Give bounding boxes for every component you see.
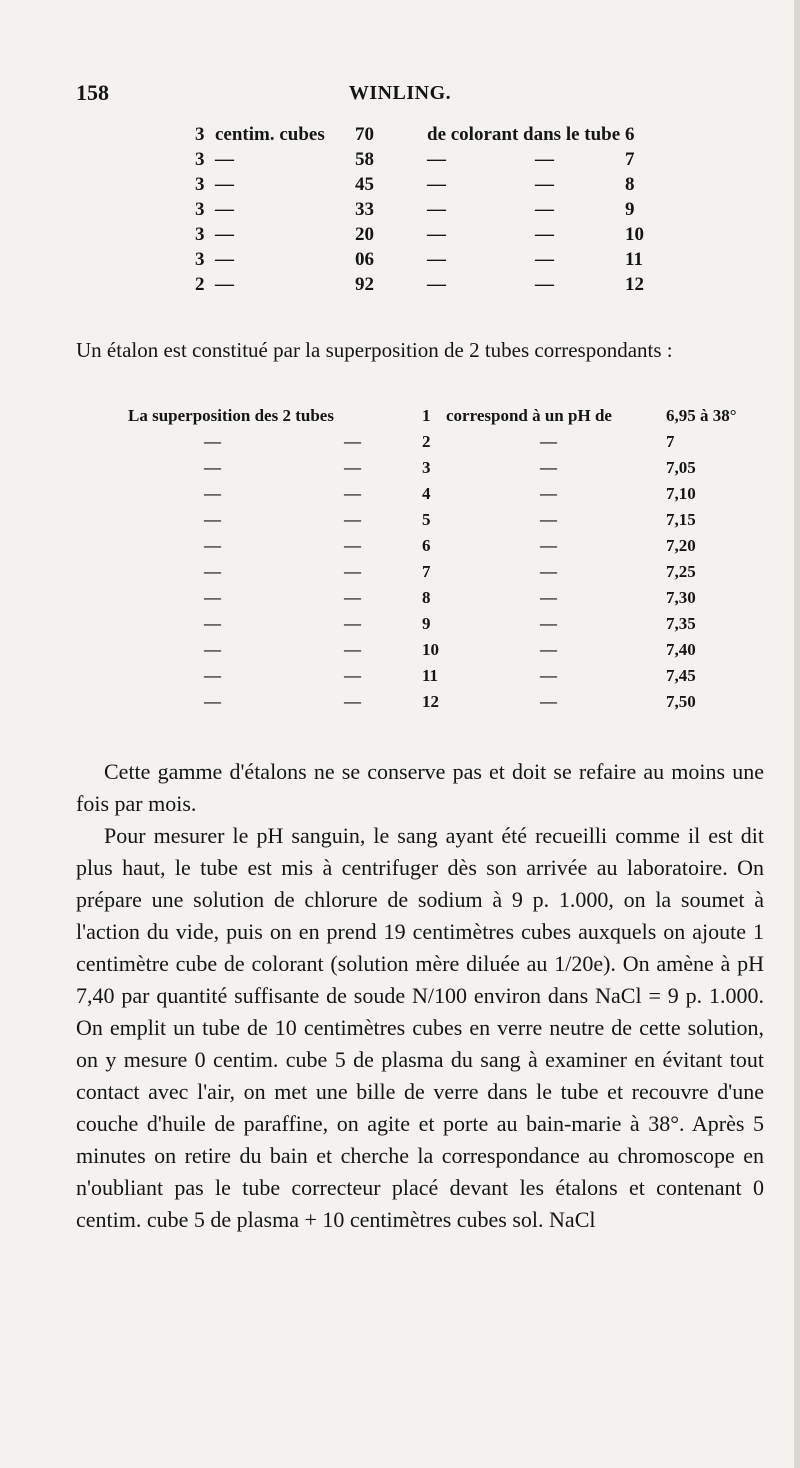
ditto-dash: — [344,614,361,633]
colorant-row [195,124,665,149]
ditto-dash: — [215,174,234,195]
colorant-row [195,249,665,274]
colorant-cc: 3 [195,249,205,270]
ph-value: 7,35 [666,614,696,633]
colorant-tube-number: 11 [625,249,643,270]
ditto-dash: — [540,614,557,633]
ph-tube-number: 11 [422,666,439,685]
ditto-dash: — [344,510,361,529]
ph-tube-number: 10 [422,640,439,659]
ph-row [76,536,764,562]
colorant-tube-number: 8 [625,174,635,195]
ditto-dash: — [344,692,361,711]
ph-row [76,562,764,588]
ph-header-text: correspond à un pH de [446,406,612,425]
paragraph-gamme: Cette gamme d'étalons ne se conserve pas et doit se refaire au moins une fois par mois. [76,759,764,816]
ditto-dash: — [427,274,446,295]
ditto-dash: — [215,249,234,270]
ditto-dash: — [540,432,557,451]
ditto-dash: — [344,588,361,607]
ditto-dash: — [427,249,446,270]
colorant-cc: 3 [195,149,205,170]
ditto-dash: — [204,484,221,503]
ditto-dash: — [540,692,557,711]
ph-value: 7,45 [666,666,696,685]
colorant-row [195,274,665,299]
ditto-dash: — [204,536,221,555]
ditto-dash: — [427,174,446,195]
colorant-value: 58 [355,149,374,170]
ph-value: 7,10 [666,484,696,503]
ph-tube-number: 2 [422,432,431,451]
colorant-tube-number: 7 [625,149,635,170]
colorant-tube-number: 10 [625,224,644,245]
ph-value: 7,30 [666,588,696,607]
ditto-dash: — [215,199,234,220]
ditto-dash: — [427,149,446,170]
ph-value: 7,20 [666,536,696,555]
ph-row [76,640,764,666]
ditto-dash: — [427,199,446,220]
ph-tube-number: 12 [422,692,439,711]
colorant-tube-number: 6 [625,124,635,145]
ph-value: 7,40 [666,640,696,659]
colorant-row [195,199,665,224]
ph-value: 7,25 [666,562,696,581]
ditto-dash: — [427,224,446,245]
ph-header-tube: 1 [422,406,431,425]
ditto-dash: — [540,484,557,503]
ditto-dash: — [215,224,234,245]
ditto-dash: — [540,458,557,477]
colorant-cc: 3 [195,174,205,195]
ditto-dash: — [535,174,554,195]
ditto-dash: — [204,640,221,659]
ditto-dash: — [215,149,234,170]
ph-table-header-row [76,406,764,432]
colorant-row [195,224,665,249]
colorant-cc: 3 [195,199,205,220]
ditto-dash: — [540,562,557,581]
ditto-dash: — [215,274,234,295]
page-header [0,80,800,116]
ditto-dash: — [535,274,554,295]
ditto-dash: — [204,510,221,529]
colorant-row [195,149,665,174]
ph-tube-number: 7 [422,562,431,581]
ditto-dash: — [540,666,557,685]
ph-row [76,484,764,510]
colorant-tube-number: 9 [625,199,635,220]
ditto-dash: — [344,484,361,503]
ph-tube-number: 9 [422,614,431,633]
ditto-dash: — [204,562,221,581]
ph-tube-number: 4 [422,484,431,503]
colorant-value: 45 [355,174,374,195]
ditto-dash: — [344,458,361,477]
ph-row [76,692,764,718]
ditto-dash: — [344,666,361,685]
colorant-value: 33 [355,199,374,220]
ditto-dash: — [344,432,361,451]
ditto-dash: — [535,149,554,170]
ph-tube-number: 8 [422,588,431,607]
ph-row [76,432,764,458]
colorant-tail: de colorant dans le tube [427,124,621,145]
ph-header-value: 6,95 à 38° [666,406,737,425]
ph-value: 7,50 [666,692,696,711]
ph-value: 7,05 [666,458,696,477]
ditto-dash: — [344,536,361,555]
running-head: WINLING. [348,82,452,104]
ph-tube-number: 5 [422,510,431,529]
ditto-dash: — [535,249,554,270]
ditto-dash: — [204,458,221,477]
ditto-dash: — [535,199,554,220]
ditto-dash: — [204,614,221,633]
colorant-tube-number: 12 [625,274,644,295]
ph-value: 7,15 [666,510,696,529]
ph-tube-number: 6 [422,536,431,555]
colorant-unit: centim. cubes [215,124,325,145]
colorant-value: 06 [355,249,374,270]
ditto-dash: — [204,692,221,711]
ditto-dash: — [204,588,221,607]
ditto-dash: — [204,666,221,685]
ph-tube-number: 3 [422,458,431,477]
page-edge [794,0,800,1468]
ditto-dash: — [344,640,361,659]
page-number: 158 [76,80,109,105]
ph-header-start: La superposition des 2 tubes [128,406,334,425]
colorant-table [195,124,665,299]
ph-row [76,458,764,484]
ditto-dash: — [540,510,557,529]
paragraph-etalon: Un étalon est constitué par la superposition de 2 tubes correspondants : [76,338,673,362]
colorant-value: 70 [355,124,374,145]
colorant-cc: 3 [195,224,205,245]
colorant-cc: 3 [195,124,205,145]
colorant-row [195,174,665,199]
colorant-value: 20 [355,224,374,245]
colorant-value: 92 [355,274,374,295]
ditto-dash: — [535,224,554,245]
ph-row [76,588,764,614]
ditto-dash: — [540,640,557,659]
colorant-cc: 2 [195,274,205,295]
ph-correspondence-table [76,406,764,718]
ditto-dash: — [204,432,221,451]
ph-row [76,614,764,640]
ph-row [76,510,764,536]
ph-value: 7 [666,432,675,451]
ditto-dash: — [540,588,557,607]
ditto-dash: — [540,536,557,555]
ditto-dash: — [344,562,361,581]
ph-row [76,666,764,692]
paragraph-mesure: Pour mesurer le pH sanguin, le sang ayant été recueilli comme il est dit plus haut, le tube est mis à centrifuger dès son arrivée au laboratoire. On prépare une solution de chlorure de sodium à 9 p. 1.000, on la soumet à l'action du vide, puis on en prend 19 centimètres cubes auxquels on ajoute 1 centimètre cube de colorant (solution mère diluée au 1/20e). On amène à pH 7,40 par quantité suffisante de soude N/100 environ dans NaCl = 9 p. 1.000. On emplit un tube de 10 centimètres cubes en verre neutre de cette solution, on y mesure 0 centim. cube 5 de plasma du sang à examiner en évitant tout contact avec l'air, on met une bille de verre dans le tube et recouvre d'une couche d'huile de paraffine, on agite et porte au bain-marie à 38°. Après 5 minutes on retire du bain et cherche la correspondance au chromoscope en n'oubliant pas le tube correcteur placé devant les étalons et contenant 0 centim. cube 5 de plasma + 10 centimètres cubes sol. NaCl [76,823,764,1232]
